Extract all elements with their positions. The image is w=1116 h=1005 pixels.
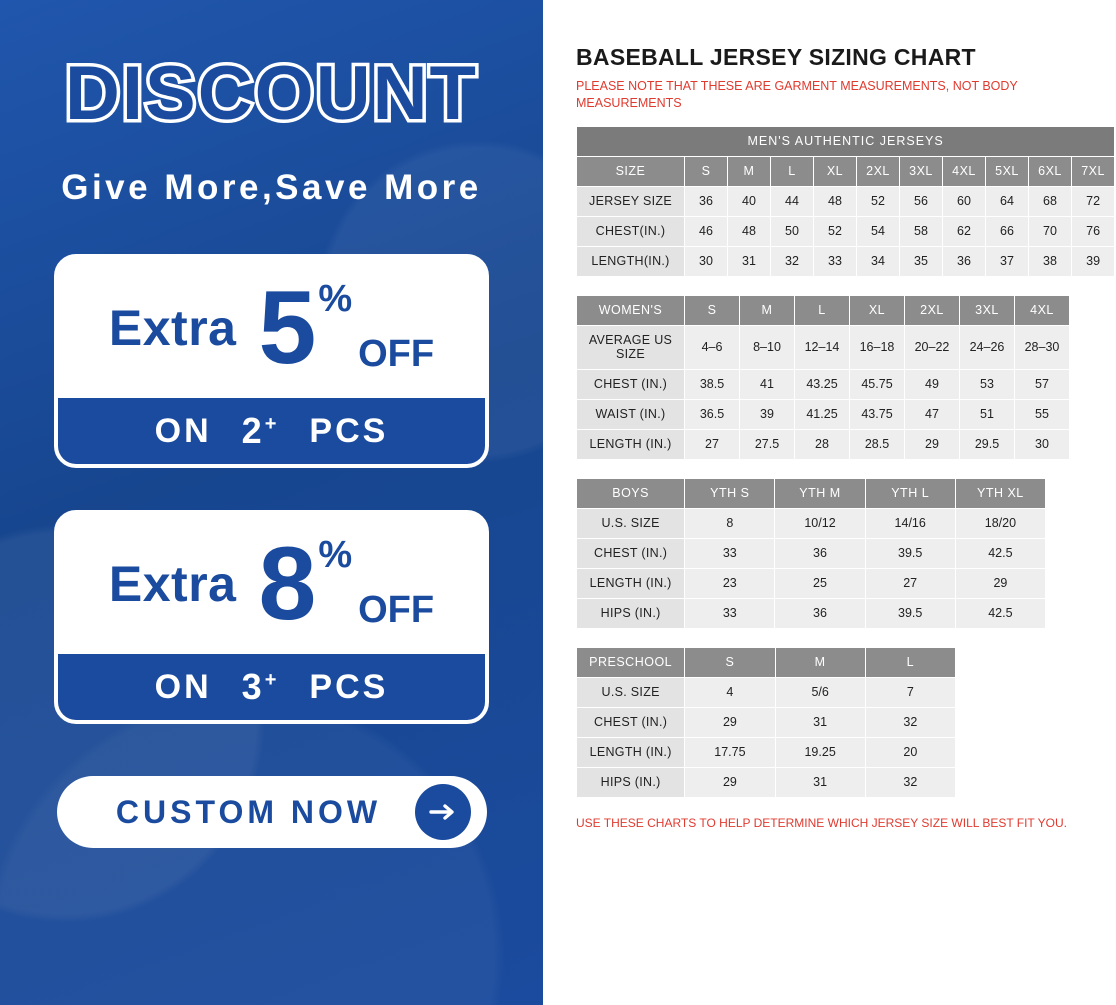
cell: 36 [943, 246, 986, 276]
cell: 29.5 [960, 429, 1015, 459]
cell: 35 [900, 246, 943, 276]
page-title: BASEBALL JERSEY SIZING CHART [576, 44, 976, 70]
cell: 36.5 [685, 399, 740, 429]
offer-percent-symbol: % [318, 534, 353, 576]
cell: 60 [943, 186, 986, 216]
cell: 27 [685, 429, 740, 459]
offer-extra-label: Extra [108, 300, 237, 356]
offer-condition [58, 398, 485, 464]
row-label: AVERAGE US SIZE [577, 325, 685, 369]
table-row [577, 707, 956, 737]
cell: 39.5 [865, 598, 955, 628]
column-header: WOMEN'S [577, 295, 685, 325]
cell: 58 [900, 216, 943, 246]
offer-card[interactable] [54, 510, 489, 724]
cell: 56 [900, 186, 943, 216]
column-header: 3XL [960, 295, 1015, 325]
column-header: YTH L [865, 478, 955, 508]
cell: 29 [685, 767, 775, 797]
column-header: M [775, 647, 865, 677]
column-header: XL [814, 156, 857, 186]
table-row [577, 568, 1046, 598]
offer-headline [58, 258, 485, 398]
cell: 39 [740, 399, 795, 429]
cell: 18/20 [955, 508, 1045, 538]
table-row [577, 399, 1070, 429]
offer-extra-label: Extra [108, 556, 237, 612]
cell: 32 [865, 767, 955, 797]
column-header: 4XL [943, 156, 986, 186]
cell: 24–26 [960, 325, 1015, 369]
column-header: S [685, 156, 728, 186]
cell: 16–18 [850, 325, 905, 369]
cell: 36 [775, 538, 865, 568]
table-row [577, 598, 1046, 628]
cell: 49 [905, 369, 960, 399]
column-header: 4XL [1015, 295, 1070, 325]
table-row [577, 325, 1070, 369]
cell: 52 [814, 216, 857, 246]
row-label: CHEST(IN.) [577, 216, 685, 246]
table-header-row [577, 478, 1046, 508]
column-header: XL [850, 295, 905, 325]
cell: 38.5 [685, 369, 740, 399]
cell: 70 [1029, 216, 1072, 246]
cell: 55 [1015, 399, 1070, 429]
sizing-footer-note: USE THESE CHARTS TO HELP DETERMINE WHICH JERSEY SIZE WILL BEST FIT YOU. [576, 815, 1068, 830]
cell: 51 [960, 399, 1015, 429]
table-header-row [577, 295, 1070, 325]
row-label: LENGTH (IN.) [577, 429, 685, 459]
cell: 36 [685, 186, 728, 216]
row-label: WAIST (IN.) [577, 399, 685, 429]
cell: 31 [728, 246, 771, 276]
cell: 41.25 [795, 399, 850, 429]
promo-title: DISCOUNT [65, 51, 478, 136]
offer-off-label: OFF [358, 589, 435, 631]
column-header: 7XL [1072, 156, 1115, 186]
row-label: JERSEY SIZE [577, 186, 685, 216]
panel-divider [543, 0, 554, 1005]
row-label: U.S. SIZE [577, 677, 685, 707]
cell: 28–30 [1015, 325, 1070, 369]
cell: 57 [1015, 369, 1070, 399]
cell: 29 [685, 707, 775, 737]
cell: 4–6 [685, 325, 740, 369]
cell: 46 [685, 216, 728, 246]
table-row [577, 216, 1115, 246]
cell: 36 [775, 598, 865, 628]
cell: 8–10 [740, 325, 795, 369]
cell: 38 [1029, 246, 1072, 276]
custom-now-label: CUSTOM NOW [115, 793, 382, 830]
preschool-size-table [576, 647, 956, 798]
column-header: YTH M [775, 478, 865, 508]
cell: 44 [771, 186, 814, 216]
cell: 8 [685, 508, 775, 538]
row-label: LENGTH (IN.) [577, 737, 685, 767]
cell: 64 [986, 186, 1029, 216]
cell: 37 [986, 246, 1029, 276]
cell: 27.5 [740, 429, 795, 459]
cell: 20–22 [905, 325, 960, 369]
offer-on-label: ON [154, 667, 212, 706]
cell: 45.75 [850, 369, 905, 399]
column-header: 6XL [1029, 156, 1072, 186]
cell: 33 [685, 598, 775, 628]
boys-size-table [576, 478, 1046, 629]
cell: 52 [857, 186, 900, 216]
cell: 29 [955, 568, 1045, 598]
cell: 12–14 [795, 325, 850, 369]
cell: 47 [905, 399, 960, 429]
cell: 31 [775, 707, 865, 737]
cell: 10/12 [775, 508, 865, 538]
table-row [577, 246, 1115, 276]
custom-now-button[interactable] [57, 776, 487, 848]
cell: 28.5 [850, 429, 905, 459]
table-row [577, 767, 956, 797]
offer-card[interactable] [54, 254, 489, 468]
cell: 66 [986, 216, 1029, 246]
cell: 30 [685, 246, 728, 276]
cell: 76 [1072, 216, 1115, 246]
cell: 23 [685, 568, 775, 598]
cell: 48 [814, 186, 857, 216]
row-label: CHEST (IN.) [577, 707, 685, 737]
cell: 39.5 [865, 538, 955, 568]
cell: 17.75 [685, 737, 775, 767]
table-row [577, 538, 1046, 568]
row-label: CHEST (IN.) [577, 369, 685, 399]
offer-headline [58, 514, 485, 654]
offer-pcs-label: PCS [309, 411, 389, 450]
cell: 34 [857, 246, 900, 276]
promo-tagline: Give More,Save More [61, 168, 482, 207]
offer-quantity: 2+ [241, 410, 280, 451]
column-header: L [795, 295, 850, 325]
offer-pcs-label: PCS [309, 667, 389, 706]
cell: 25 [775, 568, 865, 598]
row-label: CHEST (IN.) [577, 538, 685, 568]
row-label: HIPS (IN.) [577, 598, 685, 628]
cell: 54 [857, 216, 900, 246]
offer-percent-symbol: % [318, 278, 353, 320]
column-header: 2XL [857, 156, 900, 186]
cell: 27 [865, 568, 955, 598]
table-row [577, 429, 1070, 459]
table-row [577, 369, 1070, 399]
column-header: PRESCHOOL [577, 647, 685, 677]
table-row [577, 508, 1046, 538]
cell: 40 [728, 186, 771, 216]
column-header: 5XL [986, 156, 1029, 186]
row-label: LENGTH(IN.) [577, 246, 685, 276]
arrow-right-icon [415, 784, 471, 840]
row-label: U.S. SIZE [577, 508, 685, 538]
table-row [577, 677, 956, 707]
column-header: S [685, 295, 740, 325]
cell: 19.25 [775, 737, 865, 767]
cell: 32 [865, 707, 955, 737]
table-header-row [577, 647, 956, 677]
cell: 48 [728, 216, 771, 246]
cell: 28 [795, 429, 850, 459]
column-header: M [740, 295, 795, 325]
discount-promo-panel [0, 0, 543, 1005]
cell: 4 [685, 677, 775, 707]
offer-percent-number: 5 [258, 269, 315, 386]
cell: 41 [740, 369, 795, 399]
offer-off-label: OFF [358, 333, 435, 375]
cell: 68 [1029, 186, 1072, 216]
column-header: BOYS [577, 478, 685, 508]
column-header: L [771, 156, 814, 186]
column-header: L [865, 647, 955, 677]
cell: 33 [685, 538, 775, 568]
column-header: SIZE [577, 156, 685, 186]
cell: 5/6 [775, 677, 865, 707]
table-row [577, 737, 956, 767]
cell: 29 [905, 429, 960, 459]
cell: 20 [865, 737, 955, 767]
column-header: M [728, 156, 771, 186]
offer-quantity: 3+ [241, 666, 280, 707]
cell: 42.5 [955, 598, 1045, 628]
cell: 31 [775, 767, 865, 797]
cell: 72 [1072, 186, 1115, 216]
mens-size-table [576, 126, 1115, 277]
sizing-panel [554, 0, 1116, 1005]
offer-on-label: ON [154, 411, 212, 450]
cell: 62 [943, 216, 986, 246]
cell: 14/16 [865, 508, 955, 538]
column-header: S [685, 647, 775, 677]
column-header: 3XL [900, 156, 943, 186]
cell: 32 [771, 246, 814, 276]
row-label: HIPS (IN.) [577, 767, 685, 797]
cell: 39 [1072, 246, 1115, 276]
offer-condition [58, 654, 485, 720]
row-label: LENGTH (IN.) [577, 568, 685, 598]
cell: 33 [814, 246, 857, 276]
table-row [577, 186, 1115, 216]
cell: 7 [865, 677, 955, 707]
cell: 42.5 [955, 538, 1045, 568]
column-header: YTH XL [955, 478, 1045, 508]
womens-size-table [576, 295, 1070, 460]
offer-percent-number: 8 [258, 525, 315, 642]
cell: 43.25 [795, 369, 850, 399]
column-header: YTH S [685, 478, 775, 508]
cell: 30 [1015, 429, 1070, 459]
table-header-row [577, 156, 1115, 186]
cell: 50 [771, 216, 814, 246]
cell: 43.75 [850, 399, 905, 429]
cell: 53 [960, 369, 1015, 399]
column-header: 2XL [905, 295, 960, 325]
measurement-note: PLEASE NOTE THAT THESE ARE GARMENT MEASUREMENTS, NOT BODY MEASUREMENTS [576, 79, 1018, 110]
table-band-title: MEN'S AUTHENTIC JERSEYS [577, 126, 1115, 156]
